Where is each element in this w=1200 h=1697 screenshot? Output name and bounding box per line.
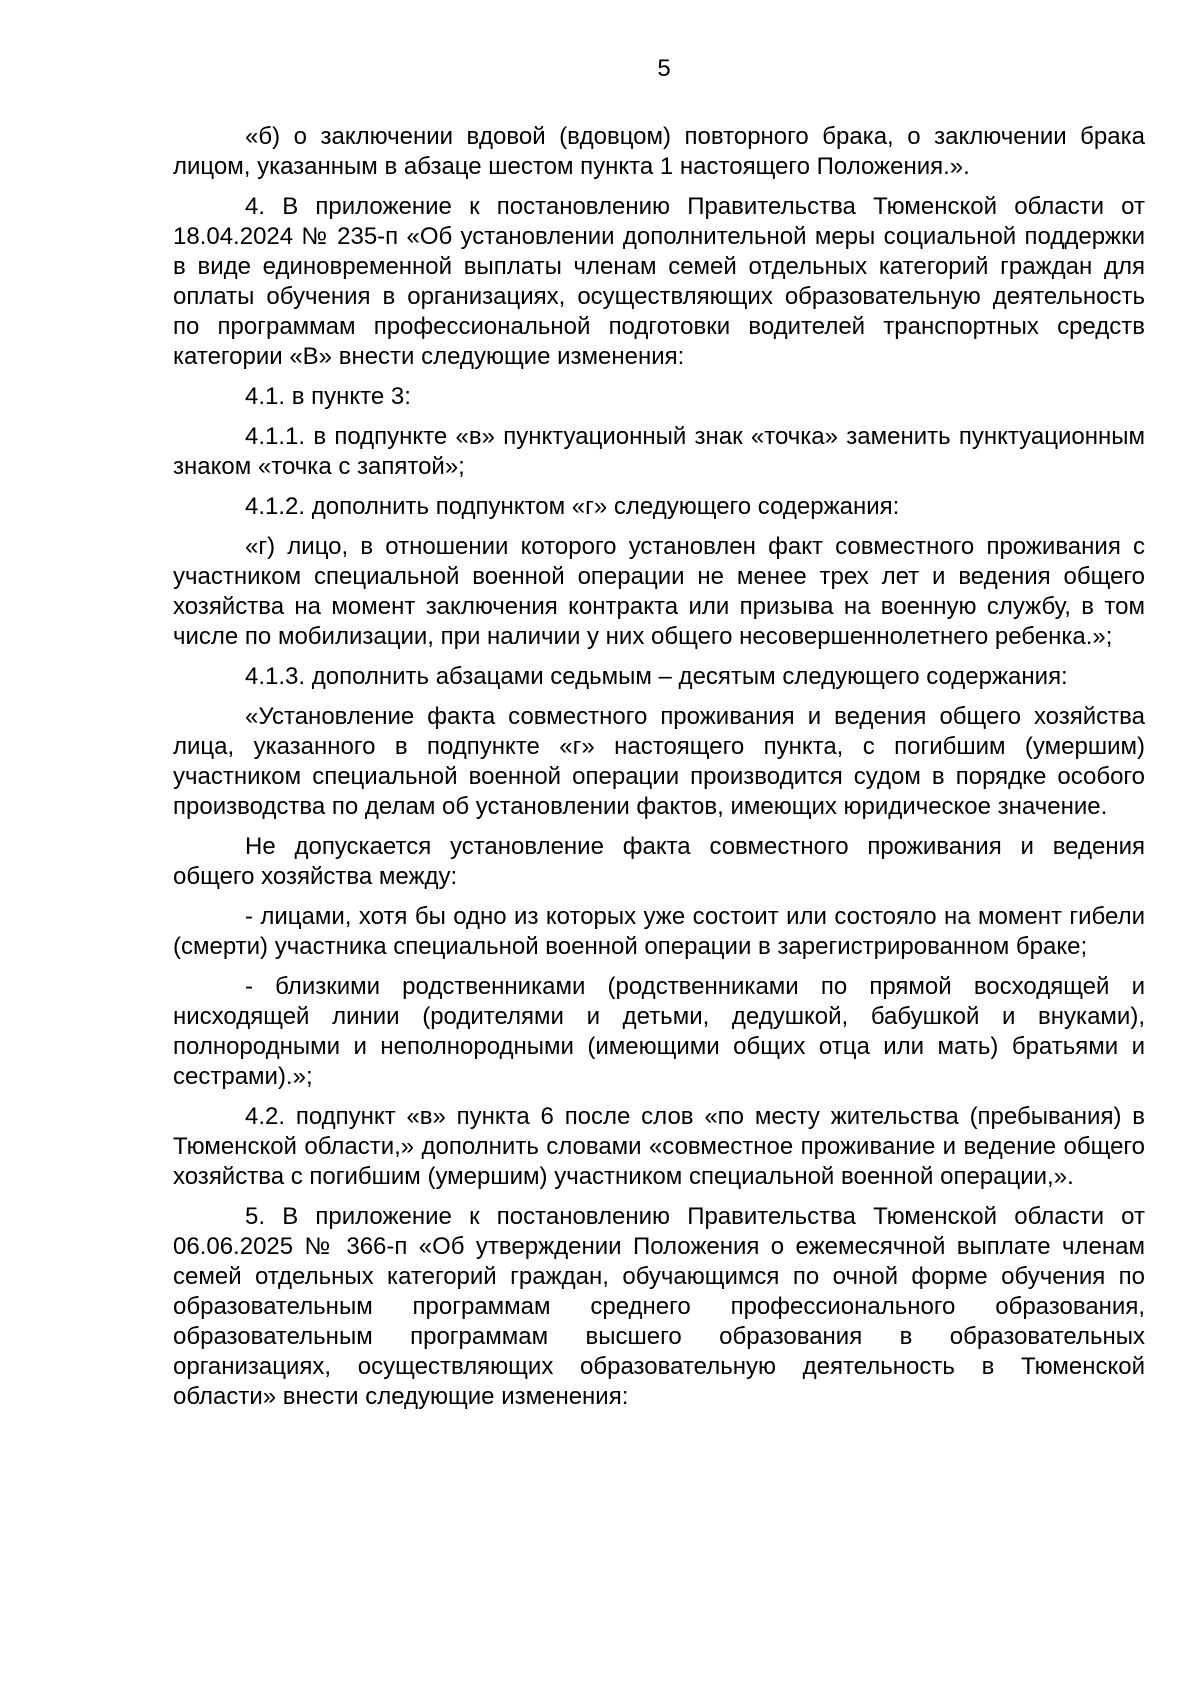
paragraph-8: «Установление факта совместного проживания и ведения общего хозяйства лица, указанного в подпункте «г» настоящего пункта, с погибшим (умершим) участником специальной военной операции производится судом в порядке особого производства по делам об установлении фактов, имеющих юридическое значение. xyxy=(173,703,1145,820)
document-page xyxy=(173,54,1145,1422)
paragraph-10: - лицами, хотя бы одно из которых уже состоит или состояло на момент гибели (смерти) участника специальной военной операции в зарегистрированном браке; xyxy=(173,903,1145,960)
paragraph-4: 4.1.1. в подпункте «в» пунктуационный знак «точка» заменить пунктуационным знаком «точка с запятой»; xyxy=(173,423,1145,480)
page-number: 5 xyxy=(657,55,671,82)
paragraph-2: 4. В приложение к постановлению Правительства Тюменской области от 18.04.2024 № 235-п «Об установлении дополнительной меры социальной поддержки в виде единовременной выплаты членам семей отдельных категорий граждан для оплаты обучения в организациях, осуществляющих образовательную деятельность по программам профессиональной подготовки водителей транспортных средств категории «B» внести следующие изменения: xyxy=(173,193,1145,370)
paragraph-7: 4.1.3. дополнить абзацами седьмым – десятым следующего содержания: xyxy=(245,663,1068,690)
paragraph-13: 5. В приложение к постановлению Правительства Тюменской области от 06.06.2025 № 366-п «Об утверждении Положения о ежемесячной выплате членам семей отдельных категорий граждан, обучающимся по очной форме обучения по образовательным программам среднего профессионального образования, образовательным программам высшего образования в образовательных организациях, осуществляющих образовательную деятельность в Тюменской области» внести следующие изменения: xyxy=(173,1203,1145,1410)
paragraph-3: 4.1. в пункте 3: xyxy=(245,383,411,410)
paragraph-1: «б) о заключении вдовой (вдовцом) повторного брака, о заключении брака лицом, указанным в абзаце шестом пункта 1 настоящего Положения.». xyxy=(173,123,1145,180)
paragraph-12: 4.2. подпункт «в» пункта 6 после слов «по месту жительства (пребывания) в Тюменской области,» дополнить словами «совместное проживание и ведение общего хозяйства с погибшим (умершим) участником специальной военной операции,». xyxy=(173,1103,1145,1190)
paragraph-6: «г) лицо, в отношении которого установлен факт совместного проживания с участником специальной военной операции не менее трех лет и ведения общего хозяйства на момент заключения контракта или призыва на военную службу, в том числе по мобилизации, при наличии у них общего несовершеннолетнего ребенка.»; xyxy=(173,533,1145,650)
paragraph-9: Не допускается установление факта совместного проживания и ведения общего хозяйства между: xyxy=(173,833,1145,890)
paragraph-5: 4.1.2. дополнить подпунктом «г» следующего содержания: xyxy=(245,493,900,520)
paragraph-11: - близкими родственниками (родственниками по прямой восходящей и нисходящей линии (родителями и детьми, дедушкой, бабушкой и внуками), полнородными и неполнородными (имеющими общих отца или мать) братьями и сестрами).»; xyxy=(173,973,1145,1090)
